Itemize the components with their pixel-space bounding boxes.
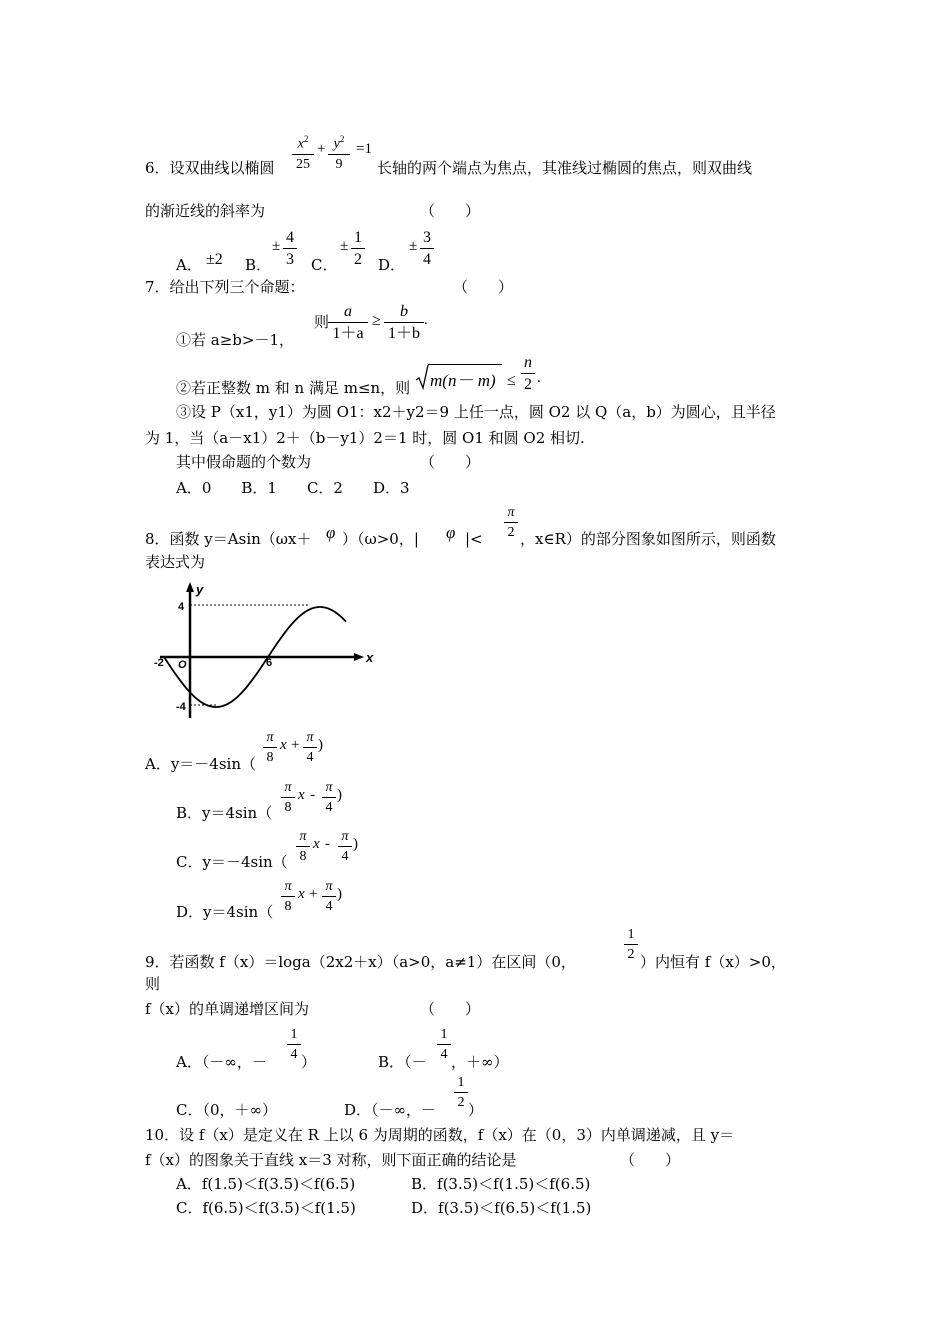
q8-option-b: B．y＝4sin（ <box>176 804 273 822</box>
q6-text2: 的渐近线的斜率为 <box>145 202 266 220</box>
sqrt-sign-icon <box>415 364 429 390</box>
q8-phi-1: φ <box>326 523 336 542</box>
q9-half-den: 2 <box>627 947 635 962</box>
q6-b-den: 3 <box>286 251 294 268</box>
q8-d-x: x <box>298 886 305 902</box>
q7-statement3-line1: ③设 P（x1，y1）为圆 O1：x2＋y2＝9 上任一点，圆 O2 以 Q（a，b）为圆心，且半径 <box>176 403 776 421</box>
q7-s1-fraction-a <box>328 302 368 343</box>
q6-option-b-label: B． <box>245 256 272 274</box>
q8-text1: 8．函数 y＝Asin（ωx＋ <box>145 530 312 548</box>
q6-option-d-pm: ± <box>409 238 418 254</box>
q8-option-c: C．y＝－4sin（ <box>176 853 288 871</box>
q8-c-eight: 8 <box>299 849 307 864</box>
q9-option-d-start: D．（－∞，－ <box>344 1101 437 1119</box>
q7-options: A．0 B．1 C．2 D．3 <box>176 479 410 497</box>
q8-d-sign: + <box>309 886 318 902</box>
q9-b-fraction <box>437 1026 451 1063</box>
q8-d-close: ) <box>337 886 342 902</box>
q7-s1-f2-num: b <box>400 303 408 320</box>
q8-text5: 表达式为 <box>145 553 206 571</box>
q9-b-num: 1 <box>440 1027 448 1042</box>
ellipse-x-fraction <box>292 131 314 173</box>
q10-option-a: A．f(1.5)＜f(3.5)＜f(6.5) <box>176 1175 356 1193</box>
q8-pi-over-2 <box>504 504 518 541</box>
q8-c-frac1 <box>296 828 310 865</box>
ellipse-y-sup: 2 <box>339 134 345 144</box>
q9-d-fraction <box>454 1074 468 1111</box>
q8-two: 2 <box>507 525 515 540</box>
ellipse-y-fraction <box>328 131 350 173</box>
q8-d-pi: π <box>284 879 292 894</box>
q6-prefix: 6．设双曲线以椭圆 <box>145 159 275 177</box>
q8-text3: |< <box>465 530 483 548</box>
q9-text1: 9．若函数 f（x）＝loga（2x2＋x）（a>0，a≠1）在区间（0， <box>145 953 576 971</box>
q8-b-four: 4 <box>325 800 333 815</box>
q8-d-eight: 8 <box>284 899 292 914</box>
q8-c-four: 4 <box>341 849 349 864</box>
q9-option-a-start: A．（－∞，－ <box>176 1053 267 1071</box>
q8-a-frac1 <box>263 729 277 766</box>
q8-a-close: ) <box>318 737 323 753</box>
q8-b-pi: π <box>284 780 292 795</box>
sqrt-bar <box>428 364 502 365</box>
graph-x-arrow-icon <box>354 653 364 661</box>
q10-option-d: D．f(3.5)＜f(6.5)＜f(1.5) <box>411 1199 592 1217</box>
ellipse-equals: =1 <box>356 141 372 157</box>
q7-s2-root-expr: m(n－ m) <box>430 371 496 390</box>
ellipse-x-var: x <box>297 136 304 152</box>
q7-paren: （ ） <box>453 278 514 296</box>
q8-a-four: 4 <box>306 750 314 765</box>
q9-text3: 则 <box>145 975 161 993</box>
q8-b-close: ) <box>337 787 342 803</box>
q8-a-eight: 8 <box>266 750 274 765</box>
q8-text2: ）（ω>0，| <box>342 530 419 548</box>
q9-option-b-start: B．（－ <box>378 1053 427 1071</box>
q8-b-frac2 <box>322 779 336 816</box>
q7-s2-le: ≤ <box>507 372 516 389</box>
sine-graph <box>150 580 390 720</box>
q8-b-x: x <box>298 787 305 803</box>
q9-paren: （ ） <box>420 1000 481 1018</box>
q7-s1-f2-den: 1＋b <box>387 325 420 342</box>
q8-b-eight: 8 <box>284 800 292 815</box>
q7-statement2: ②若正整数 m 和 n 满足 m≤n，则 <box>176 379 411 397</box>
q7-s2-den: 2 <box>524 376 532 393</box>
q7-s1-fraction-b <box>384 302 424 343</box>
q10-line1: 10．设 f（x）是定义在 R 上以 6 为周期的函数，f（x）在（0，3）内单调递减，且 y＝ <box>145 1126 735 1144</box>
q9-option-d-end: ） <box>468 1101 484 1119</box>
graph-label-x: x <box>366 650 374 665</box>
q8-a-sign: + <box>291 737 300 753</box>
q8-a-pi: π <box>266 730 274 745</box>
q6-text1: 长轴的两个端点为焦点，其准线过椭圆的焦点，则双曲线 <box>377 159 753 177</box>
q9-text4: f（x）的单调递增区间为 <box>145 1000 310 1018</box>
q8-d-frac2 <box>322 878 336 915</box>
q8-c-x: x <box>313 836 320 852</box>
q8-pi: π <box>507 505 515 520</box>
q7-statement1-then: 则 <box>314 313 330 331</box>
ellipse-x-sup: 2 <box>303 134 309 144</box>
q7-statement3-line2: 为 1，当（a－x1）2＋（b－y1）2＝1 时，圆 O1 和圆 O2 相切. <box>145 429 585 447</box>
q6-option-a-value: ±2 <box>206 251 223 268</box>
q9-d-den: 2 <box>457 1095 465 1110</box>
q8-phi-2: φ <box>446 523 456 542</box>
q8-option-d: D．y＝4sin（ <box>176 903 274 921</box>
graph-tick-neg4: -4 <box>176 701 186 713</box>
q6-paren: （ ） <box>420 202 481 220</box>
q7-statement1: ①若 a≥b>－1， <box>176 331 294 349</box>
ellipse-x-den: 25 <box>296 156 310 172</box>
q9-a-den: 4 <box>290 1047 298 1062</box>
q10-option-c: C．f(6.5)＜f(3.5)＜f(1.5) <box>176 1199 356 1217</box>
q8-b-pi2: π <box>325 780 333 795</box>
q8-text4: ，x∈R）的部分图象如图所示，则函数 <box>520 530 776 548</box>
q7-question-paren: （ ） <box>420 453 481 471</box>
q8-a-frac2 <box>303 729 317 766</box>
q6-option-b-pm: ± <box>272 238 281 254</box>
graph-label-origin: O <box>178 659 187 671</box>
q8-a-pi2: π <box>306 730 314 745</box>
q7-s2-dot: . <box>537 370 541 386</box>
q6-b-num: 4 <box>286 229 294 246</box>
q9-d-num: 1 <box>457 1075 465 1090</box>
q8-a-x: x <box>280 737 287 753</box>
q8-d-frac1 <box>281 878 295 915</box>
q7-s1-f1-num: a <box>344 303 352 320</box>
q8-c-sign: - <box>325 836 330 852</box>
graph-tick-6: 6 <box>266 657 273 669</box>
ellipse-plus: + <box>317 141 326 157</box>
q8-b-frac1 <box>281 779 295 816</box>
q6-option-d-label: D． <box>378 256 406 274</box>
q9-b-den: 4 <box>440 1047 448 1062</box>
q7-s1-dot: . <box>424 312 428 328</box>
q8-b-sign: - <box>310 787 315 803</box>
ellipse-y-den: 9 <box>335 156 343 172</box>
graph-y-arrow-icon <box>186 582 194 592</box>
q7-s1-ge: ≥ <box>372 312 381 329</box>
q6-d-den: 4 <box>423 251 431 268</box>
graph-tick-neg2: -2 <box>154 657 164 669</box>
q7-s2-num: n <box>524 354 532 371</box>
q7-s1-f1-den: 1＋a <box>332 325 364 342</box>
q9-option-b-end: ，＋∞） <box>451 1053 509 1071</box>
q9-text2: ）内恒有 f（x）>0， <box>640 953 786 971</box>
q8-c-pi: π <box>299 829 307 844</box>
q9-a-fraction <box>287 1026 301 1063</box>
q6-option-c-pm: ± <box>340 238 349 254</box>
q6-option-c-fraction <box>351 228 365 269</box>
q7-s2-fraction <box>521 353 535 394</box>
q9-option-c: C．（0，＋∞） <box>176 1101 278 1119</box>
q6-option-b-fraction <box>283 228 297 269</box>
ellipse-y-var: y <box>333 136 340 152</box>
q9-half-num: 1 <box>627 927 635 942</box>
q9-half-fraction <box>624 926 638 963</box>
q7-question: 其中假命题的个数为 <box>176 453 312 471</box>
q8-c-pi2: π <box>341 829 349 844</box>
q8-c-frac2 <box>338 828 352 865</box>
graph-tick-4: 4 <box>178 601 185 613</box>
q9-option-a-end: ） <box>301 1053 317 1071</box>
q6-c-num: 1 <box>354 229 362 246</box>
q8-option-a: A．y＝－4sin（ <box>145 755 257 773</box>
q6-option-a-label: A． <box>176 256 202 274</box>
q10-paren: （ ） <box>620 1151 681 1169</box>
q6-c-den: 2 <box>354 251 362 268</box>
q10-option-b: B．f(3.5)＜f(1.5)＜f(6.5) <box>411 1175 591 1193</box>
q7-title: 7．给出下列三个命题： <box>145 278 305 296</box>
q8-c-close: ) <box>353 836 358 852</box>
q6-d-num: 3 <box>423 229 431 246</box>
q6-option-d-fraction <box>420 228 434 269</box>
q8-d-four: 4 <box>325 899 333 914</box>
q8-d-pi2: π <box>325 879 333 894</box>
q9-a-num: 1 <box>290 1027 298 1042</box>
q10-line2: f（x）的图象关于直线 x＝3 对称，则下面正确的结论是 <box>145 1151 517 1169</box>
q6-option-c-label: C． <box>311 256 338 274</box>
graph-label-y: y <box>196 582 204 597</box>
